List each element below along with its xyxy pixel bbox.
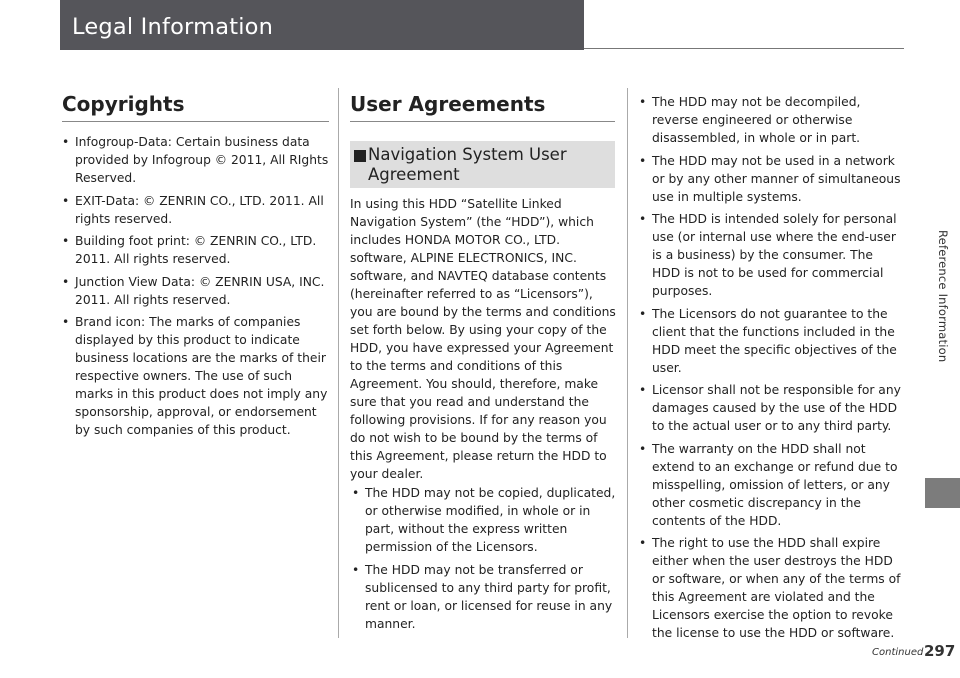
list-item: • The right to use the HDD shall expire either when the user destroys the HDD or software, or when any of the terms of this Agreement are violated and the Licensors exercise the option to revoke the license to use the HDD or software. — [639, 534, 905, 642]
page-title: Legal Information — [72, 14, 274, 40]
side-tab-label: Reference Information — [936, 230, 950, 363]
user-agreements-heading: User Agreements — [350, 92, 546, 116]
side-tab-marker — [925, 478, 960, 508]
list-item: • Infogroup-Data: Certain business data provided by Infogroup © 2011, All RIghts Reserved. — [62, 133, 332, 187]
copyrights-rule — [62, 121, 329, 122]
column-divider-2 — [627, 88, 628, 638]
subheading-box — [350, 141, 615, 188]
list-item: • The HDD may not be decompiled, reverse engineered or otherwise disassembled, in whole or in part. — [639, 93, 905, 147]
list-item: • The HDD may not be copied, duplicated, or otherwise modified, in whole or in part, without the express written permission of the Licensors. — [352, 484, 620, 556]
list-item: • Junction View Data: © ZENRIN USA, INC. 2011. All rights reserved. — [62, 273, 332, 309]
column-divider-1 — [338, 88, 339, 638]
list-item: • The warranty on the HDD shall not extend to an exchange or refund due to misspelling, omission of letters, or any other cosmetic discrepancy in the contents of the HDD. — [639, 440, 905, 530]
subheading-line-2: Agreement — [368, 165, 460, 184]
agreement-list-col3 — [639, 93, 905, 647]
copyrights-list — [62, 133, 332, 444]
list-item: • EXIT-Data: © ZENRIN CO., LTD. 2011. All rights reserved. — [62, 192, 332, 228]
square-bullet-icon — [354, 150, 366, 162]
list-item: • Building foot print: © ZENRIN CO., LTD. 2011. All rights reserved. — [62, 232, 332, 268]
list-item: • Brand icon: The marks of companies displayed by this product to indicate business locations are the marks of their respective owners. The use of such marks in this product does not imply any sponsorship, approval, or endorsement by such companies of this product. — [62, 313, 332, 439]
list-item: • The HDD may not be used in a network or by any other manner of simultaneous use in multiple systems. — [639, 152, 905, 206]
copyrights-heading: Copyrights — [62, 92, 185, 116]
title-rule — [584, 48, 904, 49]
title-band — [60, 0, 584, 50]
user-agreements-rule — [350, 121, 615, 122]
list-item: • The HDD is intended solely for personal use (or internal use where the end-user is a business) by the consumer. The HDD is not to be used for commercial purposes. — [639, 210, 905, 300]
subheading-line-1: Navigation System User — [368, 145, 567, 164]
continued-label: Continued — [872, 647, 924, 658]
list-item: • The HDD may not be transferred or sublicensed to any third party for profit, rent or loan, or licensed for reuse in any manner. — [352, 561, 620, 633]
list-item: • The Licensors do not guarantee to the client that the functions included in the HDD meet the specific objectives of the user. — [639, 305, 905, 377]
agreement-list-col2 — [352, 484, 620, 637]
agreement-intro: In using this HDD “Satellite Linked Navigation System” (the “HDD”), which includes HONDA MOTOR CO., LTD. software, ALPINE ELECTRONICS, INC. software, and NAVTEQ database contents (hereinafter referred to as “Licensors”), you are bound by the terms and conditions set forth below. By using your copy of the HDD, you have expressed your Agreement to the terms and conditions of this Agreement. You should, therefore, make sure that you read and understand the following provisions. If for any reason you do not wish to be bound by the terms of this Agreement, please return the HDD to your dealer. — [350, 197, 616, 481]
list-item: • Licensor shall not be responsible for any damages caused by the use of the HDD to the actual user or to any third party. — [639, 381, 905, 435]
page-number: 297 — [924, 642, 956, 660]
